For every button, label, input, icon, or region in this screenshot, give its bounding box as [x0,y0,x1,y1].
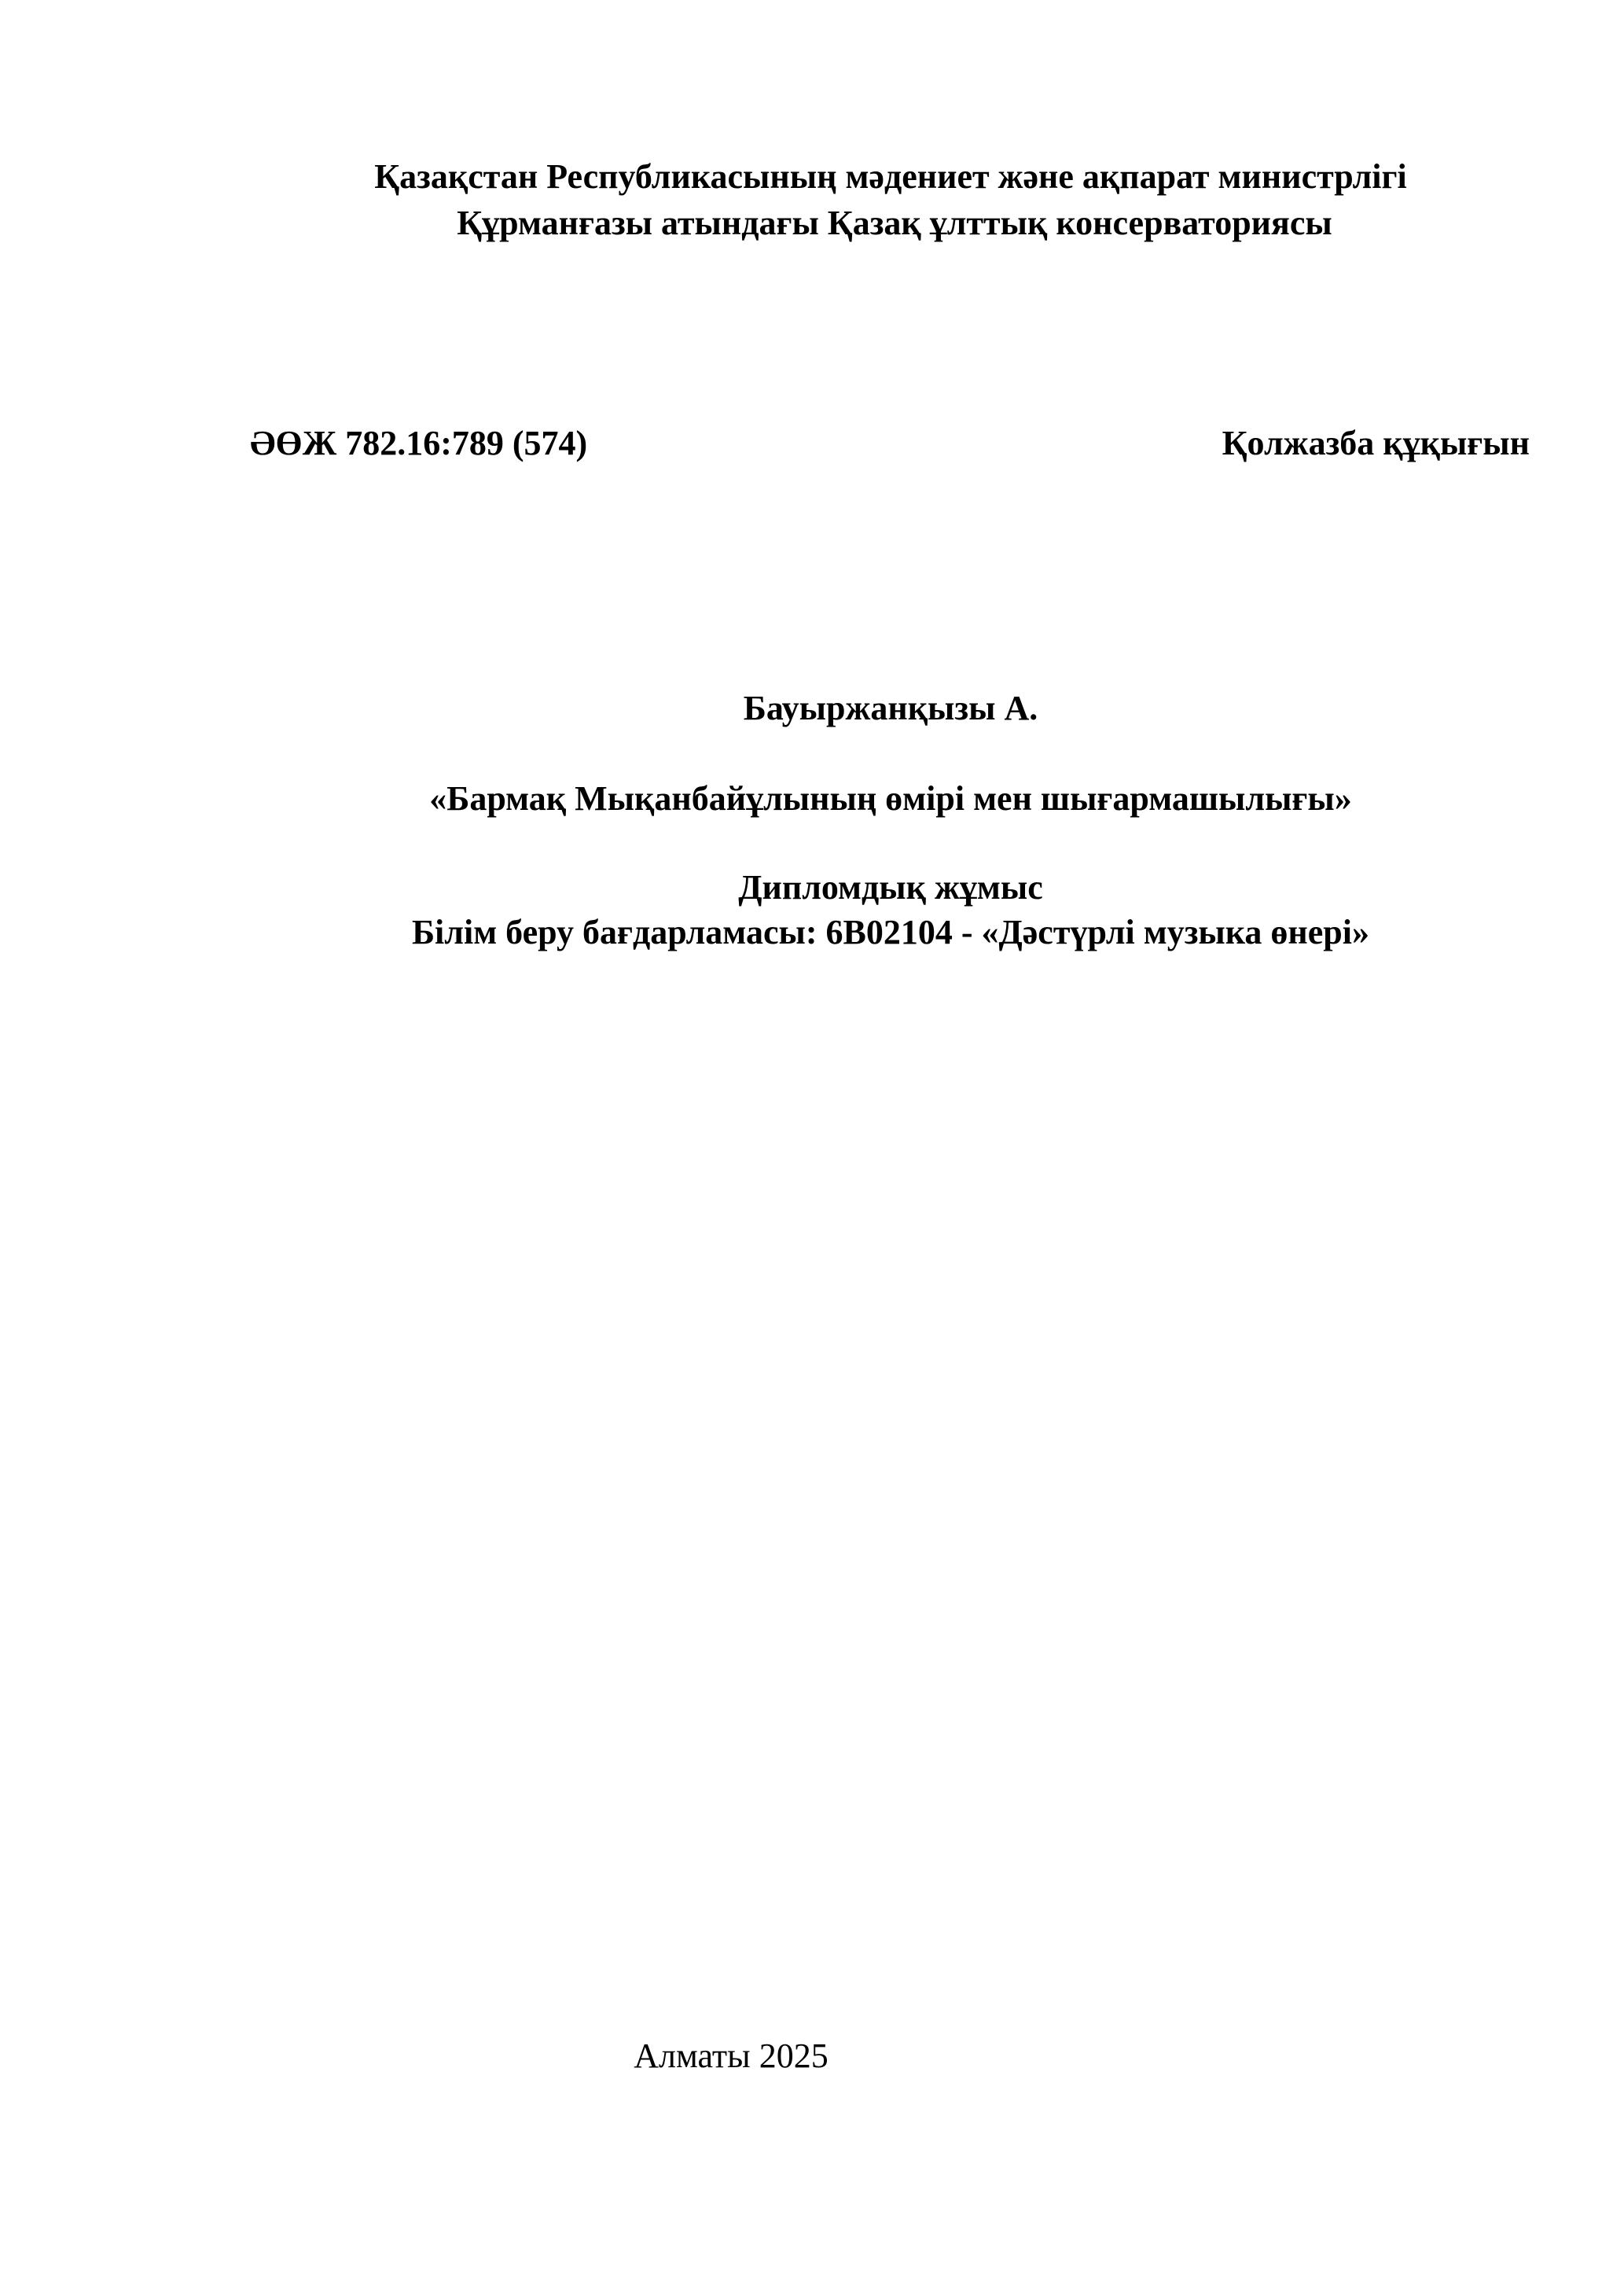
ministry-heading: Қазақстан Республикасының мәдениет және ақпарат министрлігі [374,157,1407,196]
institution-heading: Құрманғазы атындағы Қазақ ұлттық консерваториясы [457,204,1332,242]
education-program: Білім беру бағдарламасы: 6B02104 - «Дәстүрлі музыка өнері» [411,913,1370,951]
thesis-title: «Бармақ Мықанбайұлының өмірі мен шығармашылығы» [429,779,1352,818]
city-year: Алматы 2025 [634,2037,829,2075]
author-name: Бауыржанқызы А. [743,689,1038,727]
work-type: Дипломдық жұмыс [738,868,1043,907]
udc-code: ӘӨЖ 782.16:789 (574) [250,424,588,462]
manuscript-rights: Қолжазба құқығын [1222,424,1530,462]
